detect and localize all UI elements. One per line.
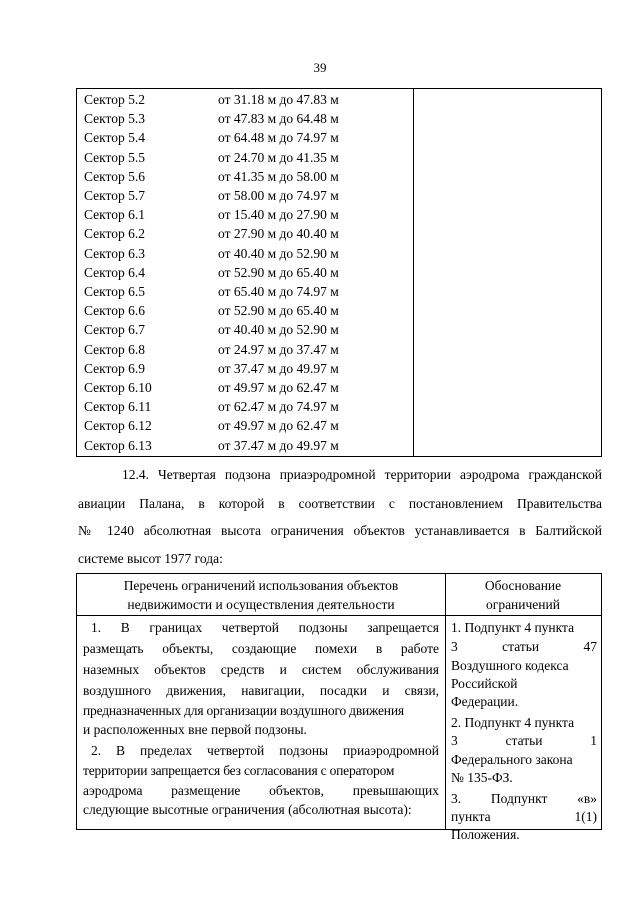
basis-line: 1. Подпункт 4 пункта: [451, 620, 575, 635]
sector-name: Сектор 6.4: [84, 264, 146, 280]
sector-name: Сектор 6.7: [84, 322, 146, 338]
sector-row: [77, 282, 413, 301]
basis-line: 3 статьи 1: [451, 733, 597, 748]
basis-line: 2. Подпункт 4 пункта: [451, 715, 575, 730]
basis-line: Российской: [451, 676, 518, 691]
restriction-line: территории запрещается без согласования с оператором: [83, 763, 395, 778]
restriction-line: и расположенных вне первой подзоны.: [83, 722, 307, 737]
sector-range: от 47.83 м до 64.48 м: [218, 111, 339, 127]
basis-line: Федерации.: [451, 694, 519, 709]
sector-range: от 27.90 м до 40.40 м: [218, 226, 339, 242]
paragraph-line: № 1240 абсолютная высота ограничения объектов устанавливается в Балтийской: [78, 523, 602, 538]
sector-range: от 41.35 м до 58.00 м: [218, 168, 339, 184]
header-left: [77, 576, 445, 614]
sector-name: Сектор 5.5: [84, 149, 146, 165]
sector-table: [76, 88, 602, 457]
sector-name: Сектор 6.12: [84, 418, 152, 434]
sector-range: от 58.00 м до 74.97 м: [218, 188, 339, 203]
sector-range: от 65.40 м до 74.97 м: [218, 284, 339, 299]
sector-name: Сектор 6.11: [84, 399, 152, 415]
sector-range: от 49.97 м до 62.47 м: [218, 380, 339, 395]
table-divider: [413, 89, 414, 456]
basis-line: Федерального закона: [451, 752, 573, 767]
sector-name: Сектор 5.7: [84, 188, 146, 203]
header-right-line: Обоснование: [484, 578, 562, 593]
sector-row: [77, 320, 413, 339]
sector-name: Сектор 6.6: [84, 303, 146, 319]
basis-line: Положения.: [451, 827, 520, 842]
header-right: [445, 576, 601, 614]
restriction-line: наземных объектов средств и систем обслуживания: [83, 662, 439, 677]
sector-name: Сектор 6.1: [84, 207, 146, 223]
sector-range: от 24.97 м до 37.47 м: [218, 341, 339, 357]
page-number: 39: [313, 60, 327, 75]
sector-row: [77, 301, 413, 320]
sector-range: от 40.40 м до 52.90 м: [218, 322, 339, 338]
sector-name: Сектор 5.2: [84, 92, 146, 107]
sector-name: Сектор 5.6: [84, 168, 146, 184]
basis-line: № 135-ФЗ.: [451, 770, 513, 785]
sector-name: Сектор 6.5: [84, 284, 146, 299]
restriction-line: 1. В границах четвертой подзоны запрещается: [91, 620, 439, 635]
basis-line: 3. Подпункт «в»: [451, 791, 597, 806]
sector-name: Сектор 6.2: [84, 226, 146, 242]
restrictions-table: [76, 573, 602, 842]
sector-range: от 37.47 м до 49.97 м: [218, 437, 339, 453]
sector-name: Сектор 6.10: [84, 380, 152, 395]
sector-row: [77, 263, 413, 282]
sector-name: Сектор 6.3: [84, 245, 146, 261]
header-left-line: Перечень ограничений использования объектов: [123, 578, 399, 593]
sector-name: Сектор 6.13: [84, 437, 152, 453]
sector-range: от 62.47 м до 74.97 м: [218, 399, 339, 415]
paragraph-line: 12.4. Четвертая подзона приаэродромной территории аэродрома гражданской: [122, 467, 602, 482]
sector-row: [77, 224, 413, 243]
sector-name: Сектор 5.4: [84, 130, 146, 146]
sector-row: [77, 186, 413, 205]
sector-row: [77, 167, 413, 186]
header-left-line: недвижимости и осуществления деятельности: [127, 597, 395, 612]
sector-range: от 37.47 м до 49.97 м: [218, 360, 339, 376]
sector-range: от 49.97 м до 62.47 м: [218, 418, 339, 434]
sector-row: [77, 397, 413, 416]
sector-row: [77, 416, 413, 435]
restriction-line: аэродрома размещение объектов, превышающих: [83, 783, 439, 798]
sector-row: [77, 148, 413, 167]
basis-line: пункта 1(1): [451, 809, 597, 824]
restriction-line: размещать объекты, создающие помехи в работе: [83, 641, 439, 656]
paragraph-line: системе высот 1977 года:: [78, 551, 223, 566]
table-header-divider: [77, 615, 601, 616]
basis-line: 3 статьи 47: [451, 639, 597, 654]
sector-range: от 52.90 м до 65.40 м: [218, 303, 339, 319]
sector-range: от 15.40 м до 27.90 м: [218, 207, 339, 223]
basis-line: Воздушного кодекса: [451, 658, 569, 673]
sector-range: от 31.18 м до 47.83 м: [218, 92, 339, 107]
sector-row: [77, 205, 413, 224]
paragraph-line: авиации Палана, в которой в соответствии с постановлением Правительства: [78, 496, 602, 511]
sector-row: [77, 90, 413, 109]
sector-name: Сектор 6.8: [84, 341, 146, 357]
restriction-line: воздушного движения, навигации, посадки и связи,: [83, 683, 439, 698]
restriction-line: следующие высотные ограничения (абсолютная высота):: [83, 802, 412, 817]
sector-row: [77, 436, 413, 455]
sector-row: [77, 378, 413, 397]
sector-name: Сектор 5.3: [84, 111, 146, 127]
sector-row: [77, 359, 413, 378]
sector-range: от 24.70 м до 41.35 м: [218, 149, 339, 165]
restriction-line: 2. В пределах четвертой подзоны приаэродромной: [91, 743, 439, 758]
header-right-line: ограничений: [486, 597, 560, 612]
sector-row: [77, 244, 413, 263]
sector-range: от 52.90 м до 65.40 м: [218, 264, 339, 280]
sector-range: от 64.48 м до 74.97 м: [218, 130, 339, 146]
sector-row: [77, 340, 413, 359]
restriction-line: предназначенных для организации воздушного движения: [83, 703, 404, 718]
sector-range: от 40.40 м до 52.90 м: [218, 245, 339, 261]
sector-name: Сектор 6.9: [84, 360, 146, 376]
sector-row: [77, 109, 413, 128]
sector-row: [77, 128, 413, 147]
